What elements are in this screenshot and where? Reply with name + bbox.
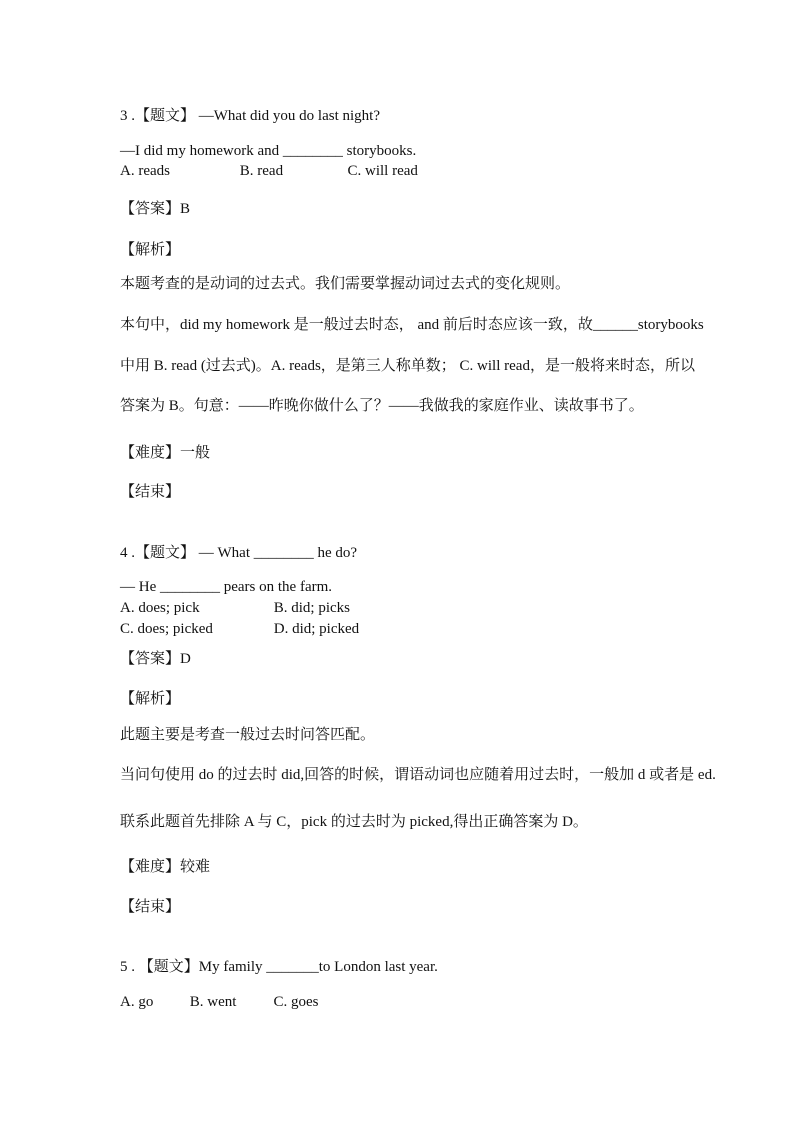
- question-3: [120, 106, 704, 502]
- question-3-stem: —I did my homework and ________ storybooks.: [120, 143, 417, 159]
- question-5: [120, 957, 693, 1012]
- question-3-option-b: B. read: [239, 163, 284, 179]
- question-3-heading: 3 .【题文】 —What did you do last night?: [120, 108, 380, 124]
- question-5-heading: 5 . 【题文】My family _______to London last year.: [120, 959, 438, 975]
- question-4-analysis-text: 联系此题首先排除 A 与 C，pick 的过去时为 picked,得出正确答案为 D。: [120, 814, 588, 830]
- question-4-heading: 4 .【题文】 — What ________ he do?: [120, 545, 358, 561]
- question-4-option-c: C. does; picked: [120, 621, 213, 637]
- question-5-option-b: B. went: [189, 994, 237, 1010]
- question-4-options-row-2: [120, 619, 693, 639]
- question-5-option-a: A. go: [120, 994, 154, 1010]
- question-4-end-marker: 【结束】: [120, 899, 181, 915]
- question-3-difficulty: 【难度】一般: [120, 445, 211, 461]
- question-4-analysis-label: 【解析】: [120, 691, 181, 707]
- question-4-option-b: B. did; picks: [273, 600, 351, 616]
- question-3-option-a: A. reads: [120, 163, 170, 179]
- question-4-analysis-text: 此题主要是考查一般过去时问答匹配。: [120, 727, 376, 743]
- question-5-options-row: [120, 992, 693, 1012]
- question-4-option-d: D. did; picked: [273, 621, 360, 637]
- question-4-difficulty: 【难度】较难: [120, 859, 211, 875]
- question-3-analysis-text: 中用 B. read (过去式)。A. reads，是第三人称单数； C. will read，是一般将来时态，所以: [120, 358, 695, 374]
- question-3-analysis-text: 本句中，did my homework 是一般过去时态， and 前后时态应该一致，故______storybooks: [120, 317, 704, 333]
- question-4-analysis-text: 当问句使用 do 的过去时 did,回答的时候，谓语动词也应随着用过去时，一般加 d 或者是 ed.: [120, 767, 716, 783]
- question-4-answer: 【答案】D: [120, 651, 191, 667]
- question-3-end-marker: 【结束】: [120, 484, 181, 500]
- question-3-answer: 【答案】B: [120, 201, 191, 217]
- question-4-stem: — He ________ pears on the farm.: [120, 579, 333, 595]
- question-3-options-row: [120, 161, 693, 181]
- question-4-option-a: A. does; pick: [120, 600, 200, 616]
- question-3-analysis-text: 答案为 B。句意：——昨晚你做什么了？——我做我的家庭作业、读故事书了。: [120, 398, 644, 414]
- question-4-options-row-1: [120, 598, 693, 618]
- question-3-analysis-label: 【解析】: [120, 242, 181, 258]
- question-3-option-c: C. will read: [347, 163, 418, 179]
- question-5-option-c: C. goes: [273, 994, 319, 1010]
- question-3-analysis-text: 本题考查的是动词的过去式。我们需要掌握动词过去式的变化规则。: [120, 276, 571, 292]
- question-4: [120, 543, 716, 917]
